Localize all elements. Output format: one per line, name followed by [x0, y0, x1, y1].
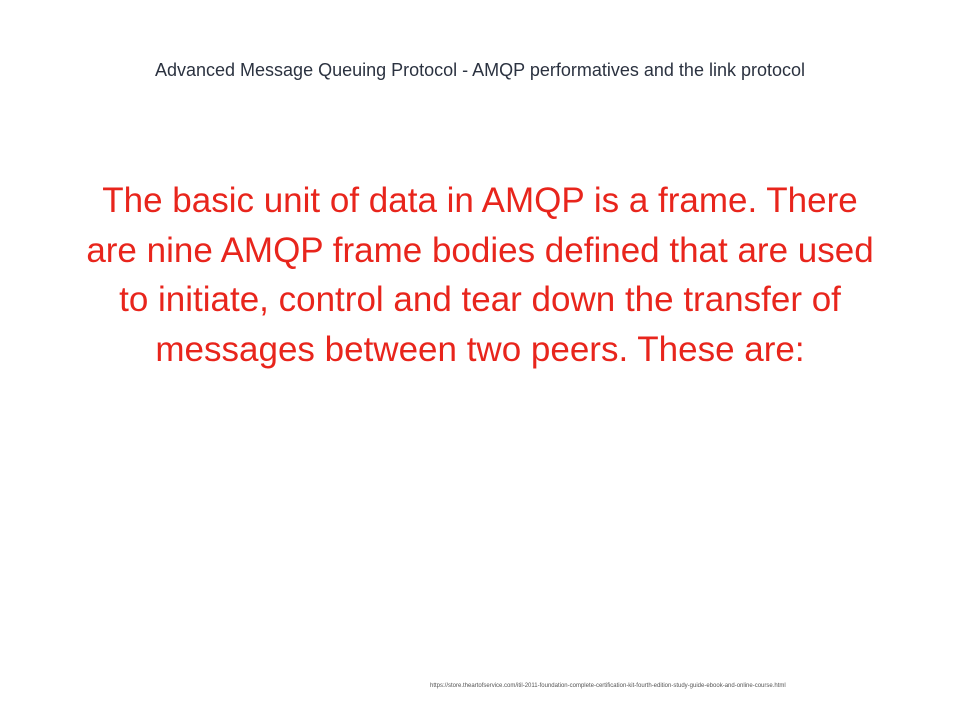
slide-body-text: The basic unit of data in AMQP is a frame. There are nine AMQP frame bodies defined that are used to initiate, control and tear down the transfer of messages between two peers. These are:	[86, 181, 874, 369]
slide-title: Advanced Message Queuing Protocol - AMQP performatives and the link protocol	[154, 60, 805, 80]
source-url[interactable]: https://store.theartofservice.com/itil-2011-foundation-complete-certification-kit-fourth-edition-study-guide-ebook-and-online-course.html	[430, 683, 786, 689]
